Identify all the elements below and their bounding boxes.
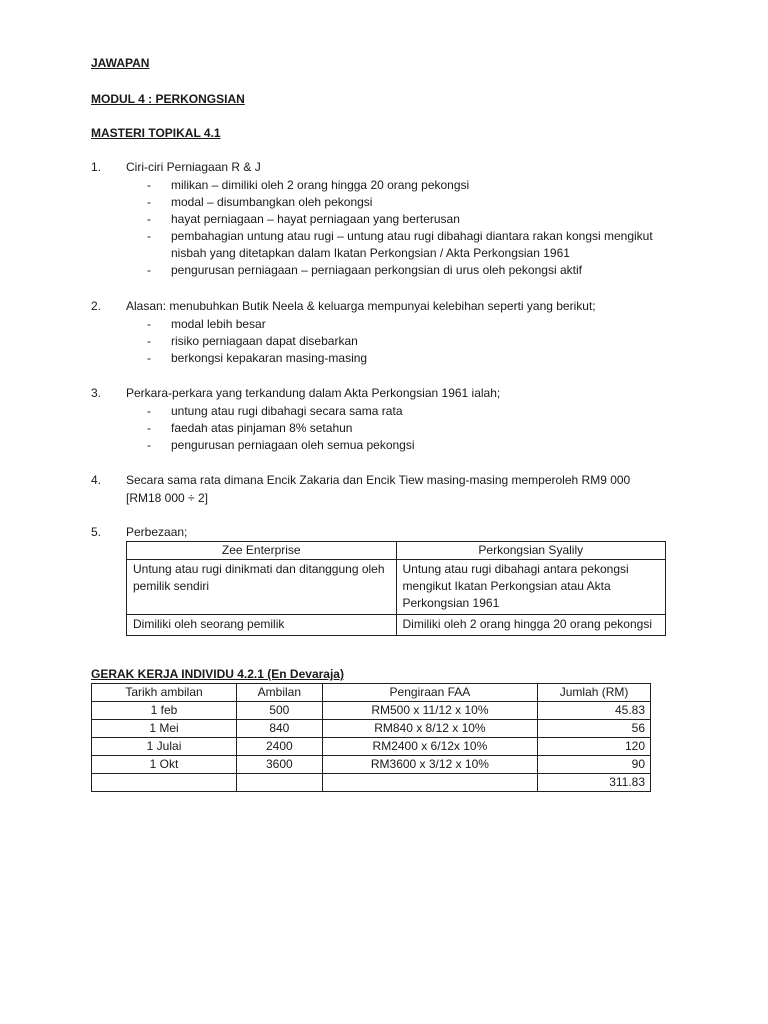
- column-header: Jumlah (RM): [538, 684, 651, 702]
- column-header: Ambilan: [237, 684, 323, 702]
- table-cell: 1 Okt: [92, 756, 237, 774]
- table-cell: 840: [237, 720, 323, 738]
- question-lead: Perkara-perkara yang terkandung dalam Akta Perkongsian 1961 ialah;: [126, 386, 501, 400]
- column-header: Tarikh ambilan: [92, 684, 237, 702]
- interest-table: [91, 683, 651, 792]
- table-cell: Untung atau rugi dibahagi antara pekongsi mengikut Ikatan Perkongsian atau Akta Perkongsian 1961: [396, 560, 666, 615]
- table-cell: Dimiliki oleh 2 orang hingga 20 orang pekongsi: [396, 615, 666, 636]
- table-header-row: [127, 542, 666, 560]
- module-heading: MODUL 4 : PERKONGSIAN: [91, 92, 245, 106]
- list-item: - berkongsi kepakaran masing-masing: [147, 351, 368, 365]
- table-cell: RM500 x 11/12 x 10%: [322, 702, 538, 720]
- table-cell: 2400: [237, 738, 323, 756]
- list-item: - modal lebih besar: [147, 317, 266, 331]
- table-row: [92, 702, 651, 720]
- total-value: 311.83: [538, 774, 651, 792]
- list-item: - pembahagian untung atau rugi – untung atau rugi dibahagi diantara rakan kongsi mengikut nisbah yang ditetapkan dalam Ikatan Perkongsian / Akta Perkongsian 1961: [147, 229, 653, 260]
- table-cell: 1 Mei: [92, 720, 237, 738]
- table-cell: 90: [538, 756, 651, 774]
- table-cell: 3600: [237, 756, 323, 774]
- question-lead: Alasan: menubuhkan Butik Neela & keluarga mempunyai kelebihan seperti yang berikut;: [126, 299, 596, 313]
- table-cell: Untung atau rugi dinikmati dan ditanggung oleh pemilik sendiri: [127, 560, 397, 615]
- table-row: [92, 720, 651, 738]
- table-row: [92, 738, 651, 756]
- table-cell: RM3600 x 3/12 x 10%: [322, 756, 538, 774]
- question-number: 2.: [91, 299, 102, 313]
- question-number: 1.: [91, 160, 102, 174]
- table-row: [127, 615, 666, 636]
- list-item: - risiko perniagaan dapat disebarkan: [147, 334, 358, 348]
- column-header: Perkongsian Syalily: [396, 542, 666, 560]
- table-total-row: [92, 774, 651, 792]
- question-number: 3.: [91, 386, 102, 400]
- bullet-list: [147, 403, 671, 454]
- list-item: - modal – disumbangkan oleh pekongsi: [147, 195, 373, 209]
- comparison-table: [126, 541, 666, 636]
- list-item: - milikan – dimiliki oleh 2 orang hingga 20 orang pekongsi: [147, 178, 470, 192]
- column-header: Pengiraan FAA: [322, 684, 538, 702]
- table-cell: 500: [237, 702, 323, 720]
- column-header: Zee Enterprise: [127, 542, 397, 560]
- table-cell: Dimiliki oleh seorang pemilik: [127, 615, 397, 636]
- answer-calculation: [RM18 000 ÷ 2]: [126, 491, 208, 505]
- list-item: - faedah atas pinjaman 8% setahun: [147, 421, 353, 435]
- table-cell: [237, 774, 323, 792]
- table-row: [127, 560, 666, 615]
- table-cell: RM2400 x 6/12x 10%: [322, 738, 538, 756]
- list-item: - untung atau rugi dibahagi secara sama rata: [147, 404, 403, 418]
- bullet-list: [147, 316, 671, 367]
- table-cell: 120: [538, 738, 651, 756]
- question-lead: Perbezaan;: [126, 525, 188, 539]
- answer-line: Secara sama rata dimana Encik Zakaria dan Encik Tiew masing-masing memperoleh RM9 000: [126, 473, 631, 487]
- activity-heading: GERAK KERJA INDIVIDU 4.2.1 (En Devaraja): [91, 667, 344, 681]
- table-row: [92, 756, 651, 774]
- table-cell: 1 Julai: [92, 738, 237, 756]
- table-cell: [92, 774, 237, 792]
- list-item: - hayat perniagaan – hayat perniagaan yang berterusan: [147, 212, 460, 226]
- answer-heading: JAWAPAN: [91, 56, 150, 70]
- table-cell: 45.83: [538, 702, 651, 720]
- question-number: 5.: [91, 525, 102, 539]
- question-number: 4.: [91, 473, 102, 487]
- table-header-row: [92, 684, 651, 702]
- table-cell: 56: [538, 720, 651, 738]
- list-item: - pengurusan perniagaan – perniagaan perkongsian di urus oleh pekongsi aktif: [147, 263, 582, 277]
- bullet-list: [147, 177, 671, 279]
- topic-heading: MASTERI TOPIKAL 4.1: [91, 126, 221, 140]
- question-lead: Ciri-ciri Perniagaan R & J: [126, 160, 261, 174]
- list-item: - pengurusan perniagaan oleh semua pekongsi: [147, 438, 415, 452]
- table-cell: [322, 774, 538, 792]
- table-cell: RM840 x 8/12 x 10%: [322, 720, 538, 738]
- table-cell: 1 feb: [92, 702, 237, 720]
